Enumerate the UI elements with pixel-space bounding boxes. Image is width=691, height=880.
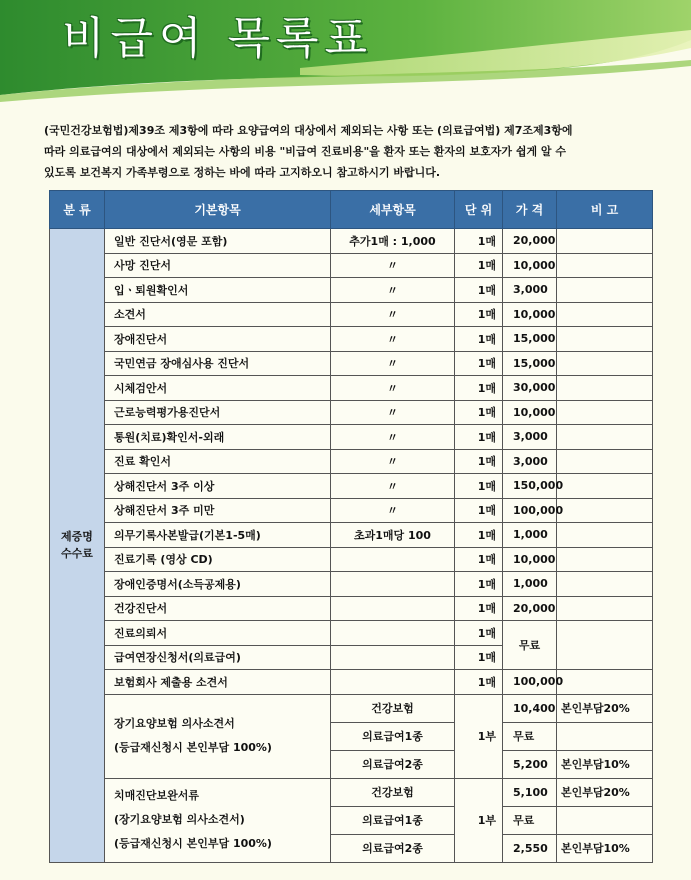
- detail-cell: 〃: [331, 425, 455, 450]
- item-cell: 근로능력평가용진단서: [105, 400, 331, 425]
- category-cell: [50, 229, 105, 863]
- item-cell: [105, 694, 331, 778]
- unit-cell: 1매: [455, 474, 503, 499]
- detail-cell: 〃: [331, 376, 455, 401]
- note-cell: [557, 474, 653, 499]
- unit-cell: 1매: [455, 229, 503, 254]
- intro-text: [44, 120, 664, 183]
- item-cell: 사망 진단서: [105, 253, 331, 278]
- item-cell: 진료기록 (영상 CD): [105, 547, 331, 572]
- unit-cell: 1매: [455, 572, 503, 597]
- price-cell: 3,000: [503, 449, 557, 474]
- item-cell: 건강진단서: [105, 596, 331, 621]
- table-row: [50, 302, 653, 327]
- detail-cell: 〃: [331, 474, 455, 499]
- unit-cell: 1매: [455, 547, 503, 572]
- category-label: 수수료: [61, 547, 93, 561]
- header-category: 분 류: [50, 191, 105, 229]
- item-line: (등급재신청시 본인부담 100%): [114, 837, 272, 850]
- unit-cell: 1매: [455, 376, 503, 401]
- price-cell: 15,000: [503, 351, 557, 376]
- detail-cell: 〃: [331, 327, 455, 352]
- unit-cell: 1매: [455, 670, 503, 695]
- price-cell: 1,000: [503, 572, 557, 597]
- price-cell: 30,000: [503, 376, 557, 401]
- unit-cell: 1매: [455, 278, 503, 303]
- note-cell: [557, 596, 653, 621]
- table-row: [50, 498, 653, 523]
- detail-cell: [331, 547, 455, 572]
- item-cell: 통원(치료)확인서-외래: [105, 425, 331, 450]
- unit-cell: 1매: [455, 400, 503, 425]
- unit-cell: 1매: [455, 425, 503, 450]
- table-row: [50, 425, 653, 450]
- item-cell: 국민연금 장애심사용 진단서: [105, 351, 331, 376]
- item-cell: 장애진단서: [105, 327, 331, 352]
- price-cell: 3,000: [503, 425, 557, 450]
- detail-cell: 〃: [331, 449, 455, 474]
- table-row: [50, 449, 653, 474]
- item-cell: 진료 확인서: [105, 449, 331, 474]
- table-row: [50, 278, 653, 303]
- fee-table: [49, 190, 653, 863]
- table-row: [50, 253, 653, 278]
- unit-cell: 1매: [455, 302, 503, 327]
- page-title: 비급여 목록표: [62, 13, 374, 64]
- unit-cell: 1매: [455, 253, 503, 278]
- intro-line: 있도록 보건복지 가족부령으로 정하는 바에 따라 고지하오니 참고하시기 바랍니다.: [44, 166, 441, 179]
- detail-cell: 건강보험: [331, 778, 455, 806]
- table-row: [50, 523, 653, 548]
- note-cell: [557, 253, 653, 278]
- table-row: [50, 694, 653, 722]
- header-price: 가 격: [503, 191, 557, 229]
- unit-cell: 1매: [455, 523, 503, 548]
- item-cell: 상해진단서 3주 미만: [105, 498, 331, 523]
- detail-cell: 〃: [331, 302, 455, 327]
- header-item: 기본항목: [105, 191, 331, 229]
- note-cell: [557, 351, 653, 376]
- note-cell: 본인부담20%: [557, 694, 653, 722]
- intro-line: (국민건강보험법)제39조 제3항에 따라 요양급여의 대상에서 제외되는 사항 또는 (의료급여법) 제7조제3항에: [44, 124, 573, 137]
- price-cell: 10,000: [503, 400, 557, 425]
- item-line: 치매진단보완서류: [114, 789, 200, 802]
- table-row: [50, 596, 653, 621]
- item-cell: 일반 진단서(영문 포함): [105, 229, 331, 254]
- detail-cell: 초과1매당 100: [331, 523, 455, 548]
- unit-cell: 1부: [455, 694, 503, 778]
- unit-cell: 1매: [455, 621, 503, 646]
- unit-cell: 1매: [455, 596, 503, 621]
- note-cell: [557, 376, 653, 401]
- price-cell: 20,000: [503, 596, 557, 621]
- note-cell: [557, 722, 653, 750]
- note-cell: [557, 670, 653, 695]
- item-cell: 보험회사 제출용 소견서: [105, 670, 331, 695]
- price-cell: 무료: [503, 722, 557, 750]
- unit-cell: 1매: [455, 645, 503, 670]
- note-cell: [557, 621, 653, 670]
- detail-cell: 의료급여2종: [331, 750, 455, 778]
- detail-cell: 〃: [331, 253, 455, 278]
- detail-cell: 〃: [331, 351, 455, 376]
- table-header-row: [50, 191, 653, 229]
- item-cell: 진료의뢰서: [105, 621, 331, 646]
- item-cell: 입ㆍ퇴원확인서: [105, 278, 331, 303]
- table-row: [50, 670, 653, 695]
- item-cell: [105, 778, 331, 862]
- detail-cell: 추가1매 : 1,000: [331, 229, 455, 254]
- note-cell: [557, 302, 653, 327]
- price-cell: 20,000: [503, 229, 557, 254]
- table-row: [50, 229, 653, 254]
- note-cell: [557, 278, 653, 303]
- note-cell: [557, 572, 653, 597]
- unit-cell: 1매: [455, 449, 503, 474]
- note-cell: [557, 498, 653, 523]
- price-cell: 10,400: [503, 694, 557, 722]
- price-cell: 무료: [503, 621, 557, 670]
- unit-cell: 1매: [455, 498, 503, 523]
- price-cell: 10,000: [503, 547, 557, 572]
- detail-cell: 의료급여2종: [331, 834, 455, 862]
- detail-cell: 의료급여1종: [331, 806, 455, 834]
- item-cell: 장애인증명서(소득공제용): [105, 572, 331, 597]
- price-cell: 10,000: [503, 253, 557, 278]
- unit-cell: 1부: [455, 778, 503, 862]
- header-note: 비 고: [557, 191, 653, 229]
- table-row: [50, 376, 653, 401]
- table-row: [50, 547, 653, 572]
- detail-cell: [331, 621, 455, 646]
- price-cell: 10,000: [503, 302, 557, 327]
- unit-cell: 1매: [455, 327, 503, 352]
- detail-cell: 건강보험: [331, 694, 455, 722]
- item-line: (등급재신청시 본인부담 100%): [114, 741, 272, 754]
- note-cell: [557, 547, 653, 572]
- detail-cell: 〃: [331, 498, 455, 523]
- table-row: [50, 351, 653, 376]
- price-cell: 5,200: [503, 750, 557, 778]
- table-row: [50, 621, 653, 646]
- item-cell: 상해진단서 3주 이상: [105, 474, 331, 499]
- table-row: [50, 400, 653, 425]
- note-cell: 본인부담20%: [557, 778, 653, 806]
- category-label: 제증명: [61, 530, 93, 544]
- item-line: (장기요양보험 의사소견서): [114, 813, 245, 826]
- intro-line: 따라 의료급여의 대상에서 제외되는 사항의 비용 "비급여 진료비용"을 환자 또는 환자의 보호자가 쉽게 알 수: [44, 145, 566, 158]
- item-cell: 시체검안서: [105, 376, 331, 401]
- note-cell: [557, 229, 653, 254]
- detail-cell: [331, 645, 455, 670]
- note-cell: [557, 449, 653, 474]
- header-detail: 세부항목: [331, 191, 455, 229]
- detail-cell: [331, 596, 455, 621]
- header-unit: 단 위: [455, 191, 503, 229]
- item-cell: 급여연장신청서(의료급여): [105, 645, 331, 670]
- price-cell: 150,000: [503, 474, 557, 499]
- unit-cell: 1매: [455, 351, 503, 376]
- item-cell: 의무기록사본발급(기본1-5매): [105, 523, 331, 548]
- note-cell: [557, 806, 653, 834]
- detail-cell: 〃: [331, 400, 455, 425]
- note-cell: [557, 523, 653, 548]
- detail-cell: 의료급여1종: [331, 722, 455, 750]
- detail-cell: 〃: [331, 278, 455, 303]
- detail-cell: [331, 572, 455, 597]
- detail-cell: [331, 670, 455, 695]
- item-line: 장기요양보험 의사소견서: [114, 717, 235, 730]
- table-row: [50, 474, 653, 499]
- note-cell: 본인부담10%: [557, 750, 653, 778]
- price-cell: 100,000: [503, 498, 557, 523]
- note-cell: [557, 425, 653, 450]
- table-row: [50, 572, 653, 597]
- price-cell: 2,550: [503, 834, 557, 862]
- price-cell: 무료: [503, 806, 557, 834]
- table-row: [50, 327, 653, 352]
- price-cell: 1,000: [503, 523, 557, 548]
- price-cell: 3,000: [503, 278, 557, 303]
- table-row: [50, 778, 653, 806]
- price-cell: 100,000: [503, 670, 557, 695]
- note-cell: [557, 327, 653, 352]
- price-cell: 15,000: [503, 327, 557, 352]
- item-cell: 소견서: [105, 302, 331, 327]
- note-cell: [557, 400, 653, 425]
- note-cell: 본인부담10%: [557, 834, 653, 862]
- price-cell: 5,100: [503, 778, 557, 806]
